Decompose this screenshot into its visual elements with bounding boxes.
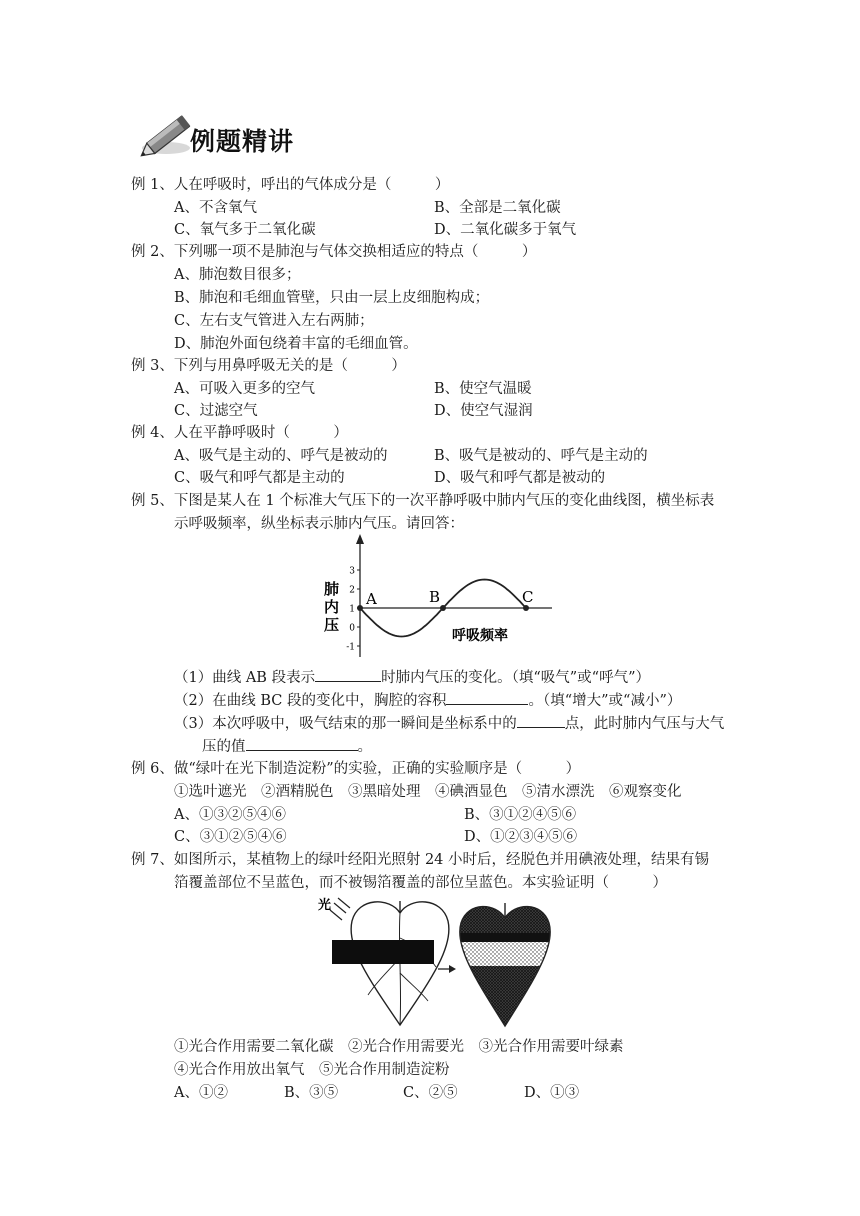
q4-stem: 例 4、人在平静呼吸时（ ） — [131, 425, 348, 441]
q7-option-d: D、①③ — [524, 1085, 580, 1101]
q6-stem: 例 6、做“绿叶在光下制造淀粉”的实验，正确的实验顺序是（ ） — [131, 761, 581, 777]
q5-sub3-text-c: 压的值 — [202, 739, 246, 755]
q5-sub2-text-b: 。（填“增大”或“减小”） — [528, 693, 682, 709]
light-rays-icon — [330, 898, 350, 920]
y-tick-label: 0 — [349, 623, 355, 634]
leaf-before-icon — [332, 901, 449, 1025]
y-axis-arrow — [356, 534, 364, 544]
q5-sub3-cont — [202, 736, 372, 757]
q5-sub3-text-d: 。 — [357, 739, 372, 755]
q6-option-a: A、①③②⑤④⑥ — [174, 807, 286, 823]
q5-sub1 — [174, 667, 650, 688]
q3-option-a: A、可吸入更多的空气 — [174, 381, 315, 397]
q7-statements-line2: ④光合作用放出氧气 ⑤光合作用制造淀粉 — [174, 1062, 450, 1078]
q5-stem-line1: 例 5、下图是某人在 1 个标准大气压下的一次平静呼吸中肺内气压的变化曲线图，横坐标表 — [131, 493, 715, 509]
q1-option-c: C、氧气多于二氧化碳 — [174, 222, 316, 238]
q5-sub2 — [174, 690, 681, 711]
q1-stem: 例 1、人在呼吸时，呼出的气体成分是（ ） — [131, 177, 450, 193]
q5-sub3-blank1[interactable] — [517, 713, 565, 728]
q3-stem: 例 3、下列与用鼻呼吸无关的是（ ） — [131, 358, 406, 374]
q2-option-c: C、左右支气管进入左右两肺； — [174, 313, 374, 329]
point-b-marker — [440, 605, 446, 611]
point-a-marker — [357, 605, 363, 611]
q4-option-a: A、吸气是主动的、呼气是被动的 — [174, 448, 388, 464]
y-tick-label: 1 — [349, 604, 355, 615]
lung-pressure-chart — [320, 532, 560, 662]
q1-option-d: D、二氧化碳多于氧气 — [434, 222, 577, 238]
q5-sub3 — [174, 713, 724, 734]
q7-option-a: A、①② — [174, 1085, 228, 1101]
arrow-right-icon — [449, 965, 456, 973]
q7-statements-line1: ①光合作用需要二氧化碳 ②光合作用需要光 ③光合作用需要叶绿素 — [174, 1039, 624, 1055]
q5-sub1-text-b: 时肺内气压的变化。（填“吸气”或“呼气”） — [381, 670, 650, 686]
q4-option-d: D、吸气和呼气都是被动的 — [434, 470, 606, 486]
q1-option-b: B、全部是二氧化碳 — [434, 200, 561, 216]
q6-option-b: B、③①②④⑤⑥ — [464, 807, 577, 823]
q4-option-b: B、吸气是被动的、呼气是主动的 — [434, 448, 648, 464]
q5-sub3-text-a: （3）本次呼吸中，吸气结束的那一瞬间是坐标系中的 — [174, 716, 517, 732]
point-c-label: C — [522, 588, 534, 606]
q6-steps: ①选叶遮光 ②酒精脱色 ③黑暗处理 ④碘酒显色 ⑤清水漂洗 ⑥观察变化 — [174, 784, 682, 800]
point-a-label: A — [366, 590, 377, 608]
q5-sub2-blank[interactable] — [446, 690, 528, 705]
leaf-after-icon — [458, 893, 553, 1033]
light-label: 光 — [318, 898, 332, 913]
q5-sub2-text-a: （2）在曲线 BC 段的变化中，胸腔的容积 — [174, 693, 447, 709]
q5-sub3-blank2[interactable] — [246, 736, 358, 751]
q7-option-c: C、②⑤ — [403, 1085, 458, 1101]
q2-stem: 例 2、下列哪一项不是肺泡与气体交换相适应的特点（ ） — [131, 244, 537, 260]
q7-stem-line1: 例 7、如图所示，某植物上的绿叶经阳光照射 24 小时后，经脱色并用碘液处理，结果有锡 — [131, 852, 709, 868]
q4-option-c: C、吸气和呼气都是主动的 — [174, 470, 345, 486]
q5-sub3-text-b: 点，此时肺内气压与大气 — [564, 716, 725, 732]
x-axis-label: 呼吸频率 — [452, 628, 508, 644]
q3-option-d: D、使空气湿润 — [434, 403, 533, 419]
y-tick-label: 3 — [349, 566, 355, 577]
section-heading — [140, 110, 340, 160]
q2-option-a: A、肺泡数目很多； — [174, 267, 301, 283]
q3-option-b: B、使空气温暖 — [434, 381, 532, 397]
leaf-experiment-figure — [318, 893, 578, 1033]
y-axis-label-3: 压 — [324, 616, 340, 634]
y-tick-label: -1 — [346, 642, 355, 653]
q5-sub1-blank[interactable] — [315, 667, 381, 682]
q7-stem-line2: 箔覆盖部位不呈蓝色，而不被锡箔覆盖的部位呈蓝色。本实验证明（ ） — [174, 875, 667, 891]
q5-sub1-text-a: （1）曲线 AB 段表示 — [174, 670, 316, 686]
q2-option-b: B、肺泡和毛细血管壁，只由一层上皮细胞构成； — [174, 290, 490, 306]
q5-stem-line2: 示呼吸频率，纵坐标表示肺内气压。请回答： — [174, 516, 464, 532]
q3-option-c: C、过滤空气 — [174, 403, 258, 419]
point-b-label: B — [429, 588, 441, 606]
q6-option-c: C、③①②⑤④⑥ — [174, 829, 287, 845]
q7-option-b: B、③⑤ — [284, 1085, 339, 1101]
section-title: 例题精讲 — [190, 127, 295, 156]
q2-option-d: D、肺泡外面包绕着丰富的毛细血管。 — [174, 336, 418, 352]
y-axis-label-1: 肺 — [324, 580, 340, 598]
q1-option-a: A、不含氧气 — [174, 200, 257, 216]
y-axis-label-2: 内 — [324, 598, 340, 616]
y-tick-label: 2 — [349, 585, 355, 596]
q6-option-d: D、①②③④⑤⑥ — [464, 829, 578, 845]
tinfoil-strip — [332, 940, 434, 964]
